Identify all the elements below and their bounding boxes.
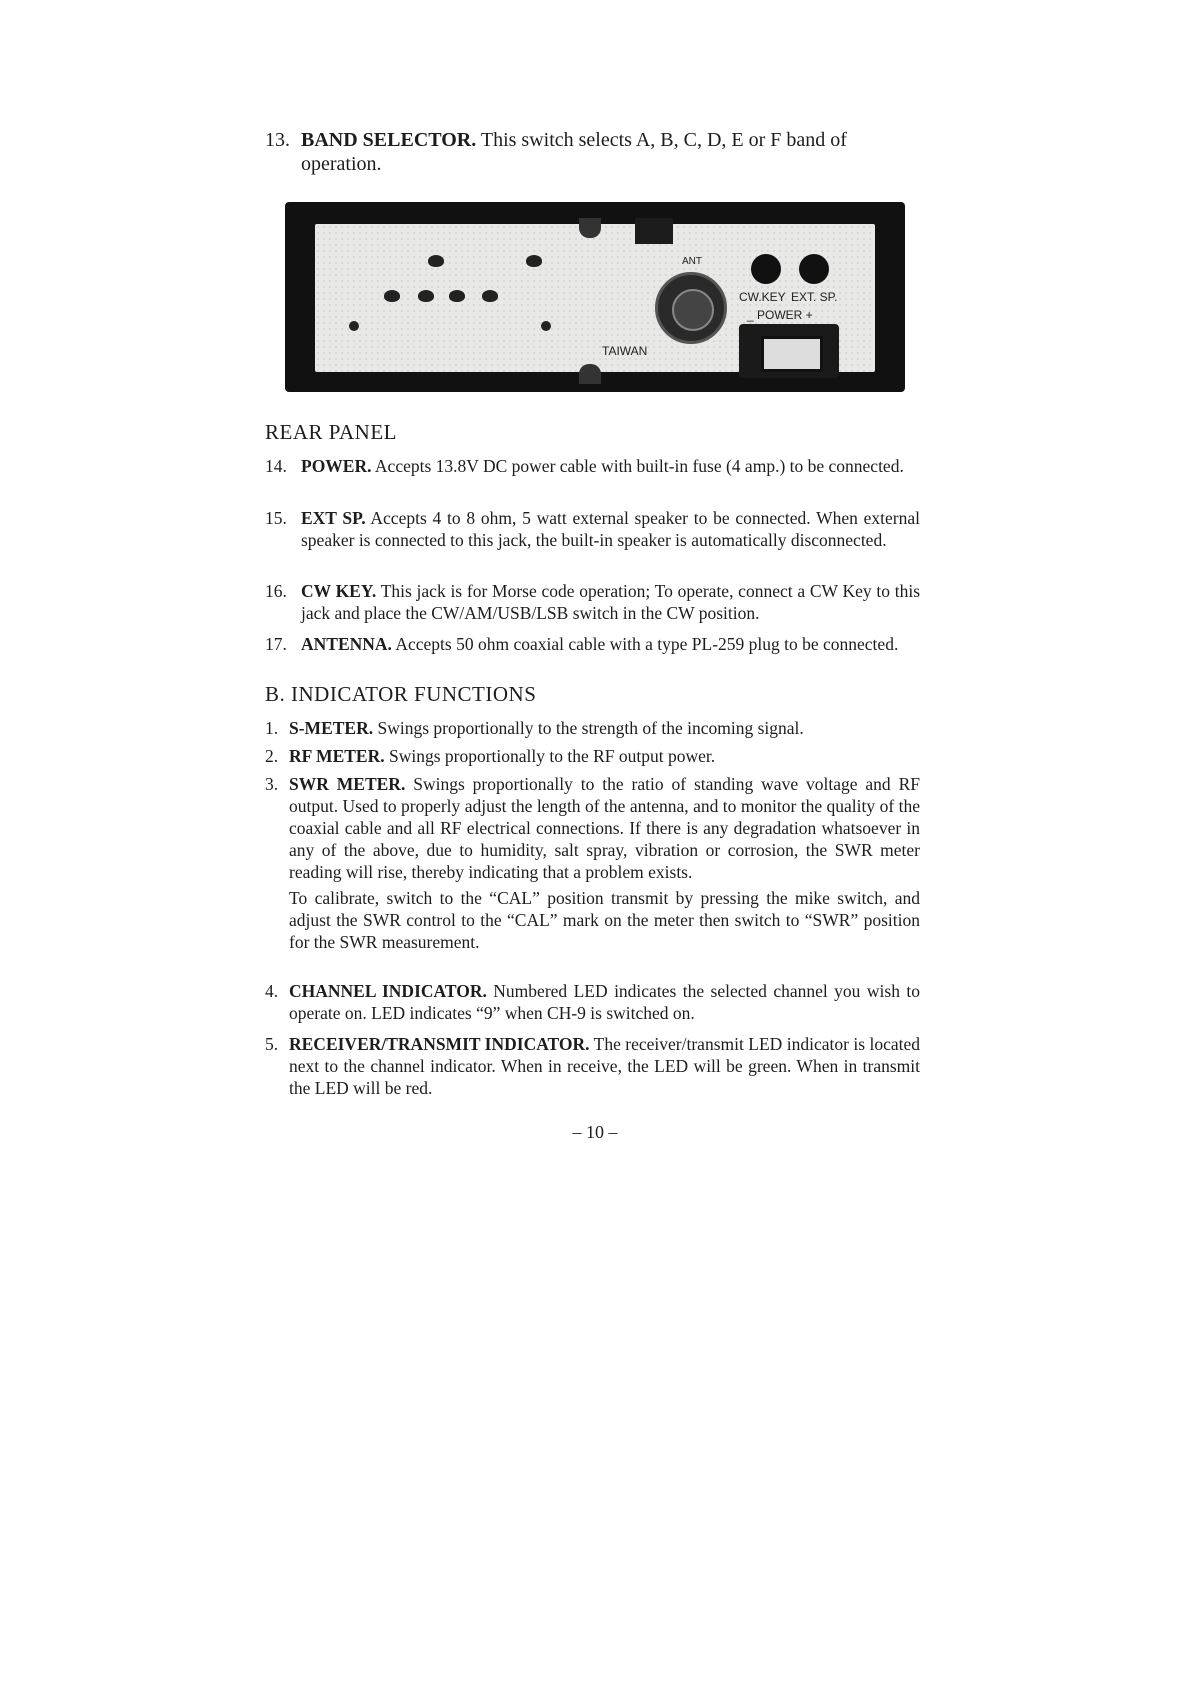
item-number: 3. [265,774,279,794]
list-item [265,507,920,551]
list-item [265,717,920,739]
screw-icon [449,290,465,302]
band-selector-item [265,128,920,176]
antenna-connector-center [672,289,714,331]
screw-icon [428,255,444,267]
item-number: 14. [265,456,287,476]
item-term: RECEIVER/TRANSMIT INDICATOR. [289,1034,590,1054]
item-number: 13. [265,129,290,151]
list-item [265,980,920,1024]
ant-label: ANT [682,256,702,267]
item-text: This jack is for Morse code operation; To operate, connect a CW Key to this jack and place the CW/AM/USB/LSB switch in the CW position. [301,581,921,623]
item-number: 2. [265,746,279,766]
item-text: Numbered LED indicates the selected channel you wish to operate on. LED indicates “9” when CH-9 is switched on. [289,981,920,1023]
power-connector [739,324,839,378]
indicator-functions-heading: B. INDICATOR FUNCTIONS [265,682,537,706]
item-term: CHANNEL INDICATOR. [289,981,487,1001]
screw-icon [482,290,498,302]
top-tab [579,218,601,238]
item-term: POWER. [301,456,372,476]
item-text: This switch selects A, B, C, D, E or F band of operation. [301,129,847,175]
item-text: The receiver/transmit LED indicator is located next to the channel indicator. When in receive, the LED will be green. When in transmit the LED will be red. [289,1034,920,1098]
item-term: ANTENNA. [301,634,392,654]
item-text: Swings proportionally to the strength of the incoming signal. [377,718,804,738]
item-number: 5. [265,1034,279,1054]
screw-icon [418,290,434,302]
item-text: Accepts 4 to 8 ohm, 5 watt external speaker to be connected. When external speaker is connected to this jack, the built-in speaker is automatically disconnected. [301,508,920,550]
item-term: SWR METER. [289,774,406,794]
item-text: Swings proportionally to the ratio of standing wave voltage and RF output. Used to properly adjust the length of the antenna, and to monitor the quality of the coaxial cable and all RF electrical connections. If there is any degradation whatsoever in any of the above, due to humidity, salt spray, vibration or corrosion, the SWR meter reading will rise, thereby indicating that a problem exists. [289,774,920,882]
screw-icon [526,255,542,267]
item-text: Accepts 50 ohm coaxial cable with a type PL-259 plug to be connected. [395,634,899,654]
item-term: CW KEY. [301,581,377,601]
item-term: EXT SP. [301,508,366,528]
antenna-connector [655,272,727,344]
page-number: – 10 – [572,1122,618,1142]
screw-icon [541,321,551,331]
rear-panel-photo [285,202,905,392]
item-number: 1. [265,718,279,738]
item-term: BAND SELECTOR. [301,129,477,151]
list-item [265,455,920,477]
list-item [265,633,920,655]
item-text: Swings proportionally to the RF output power. [388,746,716,766]
cw-key-jack [751,254,781,284]
antenna-bracket [635,218,673,244]
item-number: 17. [265,634,287,654]
item-paragraph: To calibrate, switch to the “CAL” position transmit by pressing the mike switch, and adjust the SWR control to the “CAL” mark on the meter then switch to “SWR” position for the SWR measurement. [289,888,920,952]
screw-icon [384,290,400,302]
item-number: 16. [265,581,287,601]
rear-panel-heading: REAR PANEL [265,420,397,444]
ext-sp-label: EXT. SP. [791,290,838,304]
item-term: RF METER. [289,746,385,766]
list-item [265,745,920,767]
item-number: 4. [265,981,279,1001]
power-label: _ POWER + [747,308,813,322]
ext-sp-jack [799,254,829,284]
bottom-tab [579,364,601,384]
list-item [265,580,920,624]
item-text: Accepts 13.8V DC power cable with built-in fuse (4 amp.) to be connected. [374,456,904,476]
power-socket [761,336,823,372]
item-number: 15. [265,508,287,528]
list-item [265,1033,920,1099]
panel-face [315,224,875,372]
cw-key-label: CW.KEY [739,290,786,304]
list-item [265,773,920,953]
taiwan-label: TAIWAN [602,344,648,358]
item-term: S-METER. [289,718,374,738]
screw-icon [349,321,359,331]
